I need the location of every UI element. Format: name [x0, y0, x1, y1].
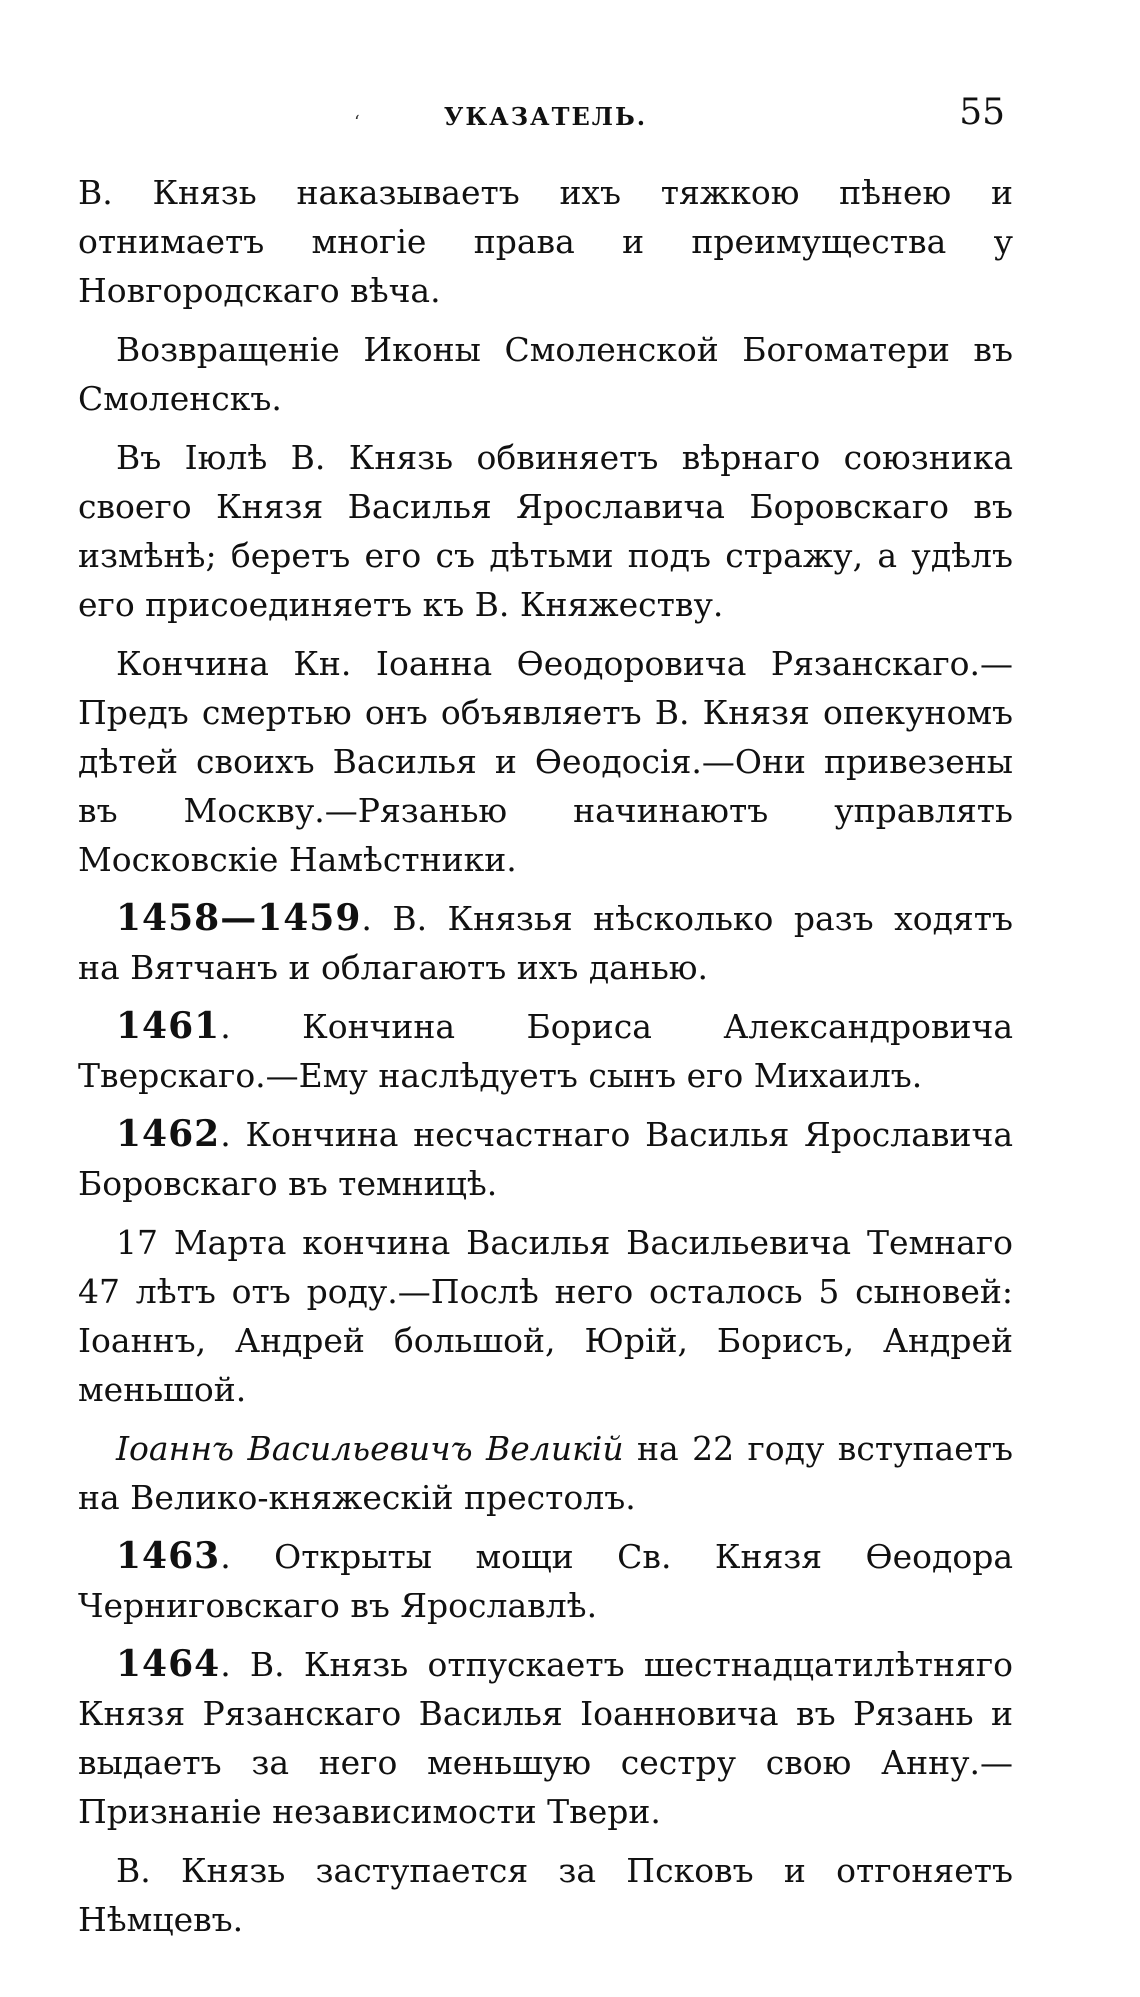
- paragraph-text: 17 Марта кончина Василья Васильевича Темнаго 47 лѣтъ отъ роду.—Послѣ него осталось 5 сыновей: Іоаннъ, Андрей большой, Юрій, Борисъ, Андрей меньшой.: [78, 1223, 1013, 1409]
- year-label: 1463: [116, 1535, 221, 1577]
- paragraph: [78, 433, 1013, 629]
- paragraph-text: . Кончина несчастнаго Василья Ярославича Боровскаго въ темницѣ.: [78, 1115, 1013, 1203]
- paragraph: [78, 639, 1013, 884]
- year-label: 1458—1459: [116, 897, 362, 939]
- paragraph-text: . В. Князья нѣсколько разъ ходятъ на Вятчанъ и облагаютъ ихъ данью.: [78, 899, 1013, 987]
- year-entry: [78, 1640, 1013, 1836]
- year-label: 1462: [116, 1113, 221, 1155]
- paragraph-text: . В. Князь отпускаетъ шестнадцатилѣтняго Князя Рязанскаго Василья Іоанновича въ Рязань и выдаетъ за него меньшую сестру свою Анну.—Признаніе независимости Твери.: [78, 1645, 1013, 1831]
- year-entry: [78, 1532, 1013, 1630]
- paragraph-text: В. Князь наказываетъ ихъ тяжкою пѣнею и отнимаетъ многіе права и преимущества у Новгородскаго вѣча.: [78, 173, 1013, 310]
- paragraph-text: В. Князь заступается за Псковъ и отгоняетъ Нѣмцевъ.: [78, 1851, 1013, 1939]
- paragraph: [78, 168, 1013, 315]
- header-mark: ‘: [354, 112, 360, 133]
- year-label: 1461: [116, 1005, 221, 1047]
- body-text: [78, 168, 1013, 1954]
- paragraph-text: Кончина Кн. Іоанна Ѳеодоровича Рязанскаго.—Предъ смертью онъ объявляетъ В. Князя опекуномъ дѣтей своихъ Василья и Ѳеодосія.—Они привезены въ Москву.—Рязанью начинаютъ управлять Московскіе Намѣстники.: [78, 644, 1013, 879]
- year-entry: [78, 894, 1013, 992]
- page-number: 55: [959, 92, 1005, 133]
- running-title: УКАЗАТЕЛЬ.: [443, 102, 648, 131]
- year-entry: [78, 1002, 1013, 1100]
- paragraph-text: на 22 году вступаетъ на Велико-княжескій престолъ.: [78, 1429, 1013, 1517]
- paragraph: [78, 1846, 1013, 1944]
- year-label: 1464: [116, 1643, 221, 1685]
- paragraph-text: . Кончина Бориса Александровича Тверскаго.—Ему наслѣдуетъ сынъ его Михаилъ.: [78, 1007, 1013, 1095]
- paragraph: [78, 1218, 1013, 1414]
- year-entry: [78, 1110, 1013, 1208]
- page-header: [78, 92, 1013, 152]
- paragraph: [78, 1424, 1013, 1522]
- paragraph: [78, 325, 1013, 423]
- paragraph-text: Возвращеніе Иконы Смоленской Богоматери въ Смоленскъ.: [78, 330, 1013, 418]
- paragraph-text: . Открыты мощи Св. Князя Ѳеодора Черниговскаго въ Ярославлѣ.: [78, 1537, 1013, 1625]
- italic-name: Іоаннъ Васильевичъ Великій: [116, 1429, 624, 1468]
- paragraph-text: Въ Іюлѣ В. Князь обвиняетъ вѣрнаго союзника своего Князя Василья Ярославича Боровскаго въ измѣнѣ; беретъ его съ дѣтьми подъ стражу, а удѣлъ его присоединяетъ къ В. Княжеству.: [78, 438, 1013, 624]
